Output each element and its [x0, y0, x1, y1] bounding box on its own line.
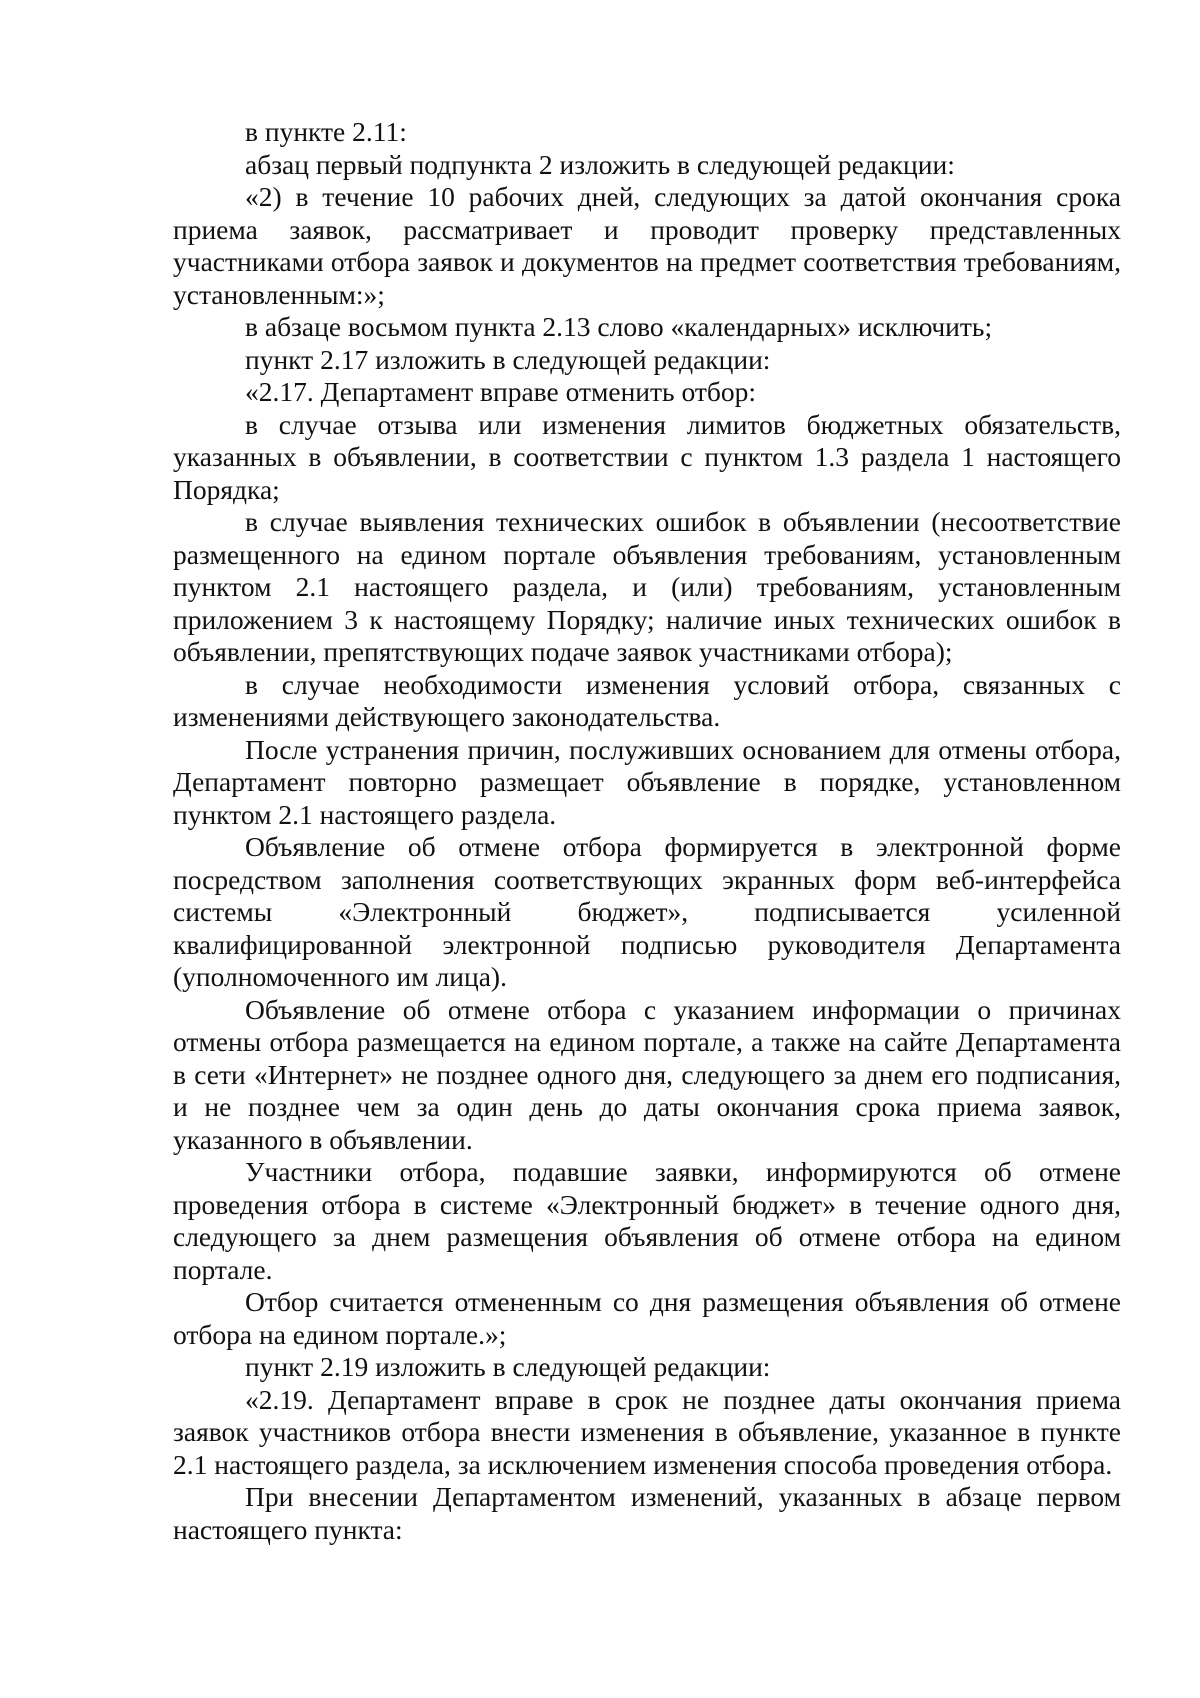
paragraph: в случае выявления технических ошибок в объявлении (несоответствие размещенного на едином портале объявления требованиям, установленным пунктом 2.1 настоящего раздела, и (или) требованиям, установленным приложением 3 к настоящему Порядку; наличие иных технических ошибок в объявлении, препятствующих подаче заявок участниками отбора);	[173, 506, 1121, 667]
paragraph: «2.17. Департамент вправе отменить отбор:	[245, 376, 756, 407]
paragraph: в абзаце восьмом пункта 2.13 слово «календарных» исключить;	[245, 311, 993, 342]
paragraph: При внесении Департаментом изменений, указанных в абзаце первом настоящего пункта:	[173, 1481, 1121, 1545]
paragraph: «2) в течение 10 рабочих дней, следующих за датой окончания срока приема заявок, рассматривает и проводит проверку представленных участниками отбора заявок и документов на предмет соответствия требованиям, установленным:»;	[173, 181, 1121, 310]
paragraph: в случае отзыва или изменения лимитов бюджетных обязательств, указанных в объявлении, в соответствии с пунктом 1.3 раздела 1 настоящего Порядка;	[173, 408, 1121, 505]
paragraph: пункт 2.19 изложить в следующей редакции:	[245, 1351, 771, 1382]
paragraph: «2.19. Департамент вправе в срок не позднее даты окончания приема заявок участников отбора внести изменения в объявление, указанное в пункте 2.1 настоящего раздела, за исключением изменения способа проведения отбора.	[173, 1383, 1121, 1480]
paragraph: в пункте 2.11:	[245, 116, 407, 147]
paragraph: После устранения причин, послуживших основанием для отмены отбора, Департамент повторно размещает объявление в порядке, установленном пунктом 2.1 настоящего раздела.	[173, 733, 1121, 830]
paragraph: Объявление об отмене отбора с указанием информации о причинах отмены отбора размещается на едином портале, а также на сайте Департамента в сети «Интернет» не позднее одного дня, следующего за днем его подписания, и не позднее чем за один день до даты окончания срока приема заявок, указанного в объявлении.	[173, 993, 1121, 1155]
paragraph: Участники отбора, подавшие заявки, информируются об отмене проведения отбора в системе «Электронный бюджет» в течение одного дня, следующего за днем размещения объявления об отмене отбора на едином портале.	[173, 1156, 1121, 1285]
paragraph: в случае необходимости изменения условий отбора, связанных с изменениями действующего законодательства.	[173, 668, 1121, 732]
paragraph: абзац первый подпункта 2 изложить в следующей редакции:	[245, 148, 955, 180]
paragraph: Объявление об отмене отбора формируется в электронной форме посредством заполнения соответствующих экранных форм веб-интерфейса системы «Электронный бюджет», подписывается усиленной квалифицированной электронной подписью руководителя Департамента (уполномоченного им лица).	[173, 831, 1121, 992]
document-page	[173, 116, 1121, 1546]
paragraph: Отбор считается отмененным со дня размещения объявления об отмене отбора на едином портале.»;	[173, 1286, 1121, 1350]
paragraph: пункт 2.17 изложить в следующей редакции:	[245, 343, 771, 375]
